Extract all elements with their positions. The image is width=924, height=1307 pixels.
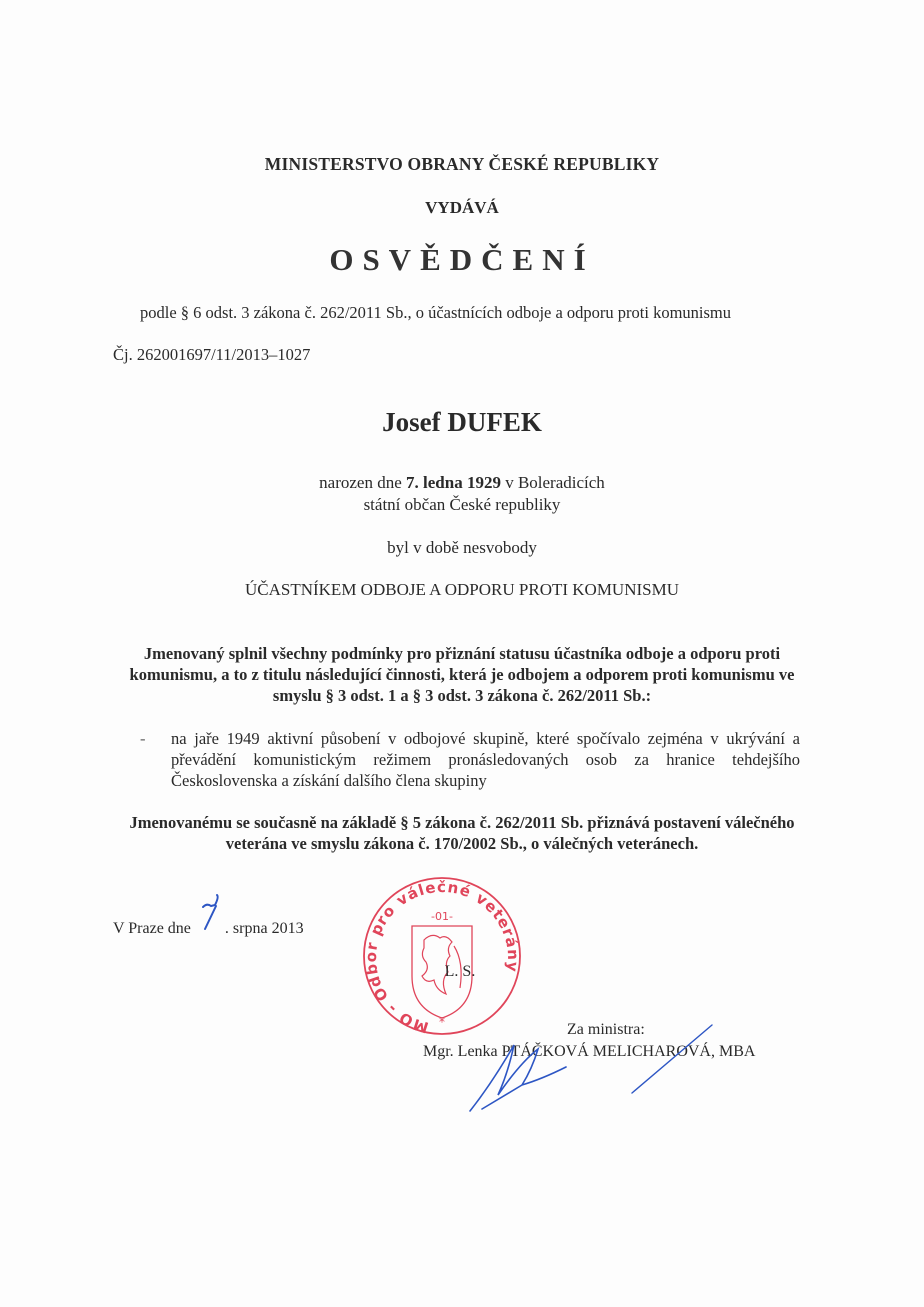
citizenship: státní občan České republiky [363, 495, 561, 514]
handwritten-day-mark [197, 893, 227, 933]
veteran-paragraph: Jmenovanému se současně na základě § 5 zákona č. 262/2011 Sb. přiznává postavení válečného veterána ve smyslu zákona č. 170/2002 Sb., o válečných veteránech. [129, 813, 795, 853]
birth-date: 7. ledna 1929 [406, 473, 501, 492]
place-date [113, 915, 304, 938]
signatory-name: Mgr. Lenka PTÁČKOVÁ MELICHAROVÁ, MBA [423, 1043, 756, 1060]
activity-item [140, 728, 800, 791]
was-during: byl v době nesvobody [387, 538, 537, 557]
official-stamp [360, 876, 525, 1036]
reference-number: Čj. 262001697/11/2013–1027 [113, 345, 311, 364]
dash-bullet: - [140, 729, 146, 748]
handwritten-signature [462, 1023, 722, 1118]
place-prefix: V Praze dne [113, 920, 191, 937]
activity-text: na jaře 1949 aktivní působení v odbojové skupině, které spočívalo zejména v ukrývání a převádění komunistickým režimem pronásledovaných osob za hranice tehdejšího Československa a získání dalšího člena skupiny [171, 729, 800, 790]
stamp-star: * [439, 1015, 445, 1029]
legal-basis: podle § 6 odst. 3 zákona č. 262/2011 Sb., o účastnících odboje a odporu proti komunismu [140, 303, 732, 322]
on-behalf-label: Za ministra: [567, 1021, 645, 1038]
conditions-paragraph: Jmenovaný splnil všechny podmínky pro přiznání statusu účastníka odboje a odporu proti komunismu, a to z titulu následující činnosti, která je odbojem a odporem proti komunismu ve smyslu § 3 odst. 1 a § 3 odst. 3 zákona č. 262/2011 Sb.: [129, 644, 795, 705]
stamp-number: -01- [431, 910, 453, 923]
birth-place: v Boleradicích [500, 473, 605, 492]
person-name: Josef DUFEK [382, 407, 542, 437]
handwritten-day [195, 915, 225, 933]
stamp-ring-text: MO - Odbor pro válečné veterány [361, 877, 523, 1036]
birth-info [0, 472, 924, 516]
date-suffix: . srpna 2013 [224, 920, 304, 937]
document-title: OSVĚDČENÍ [329, 242, 595, 277]
status-line: ÚČASTNÍKEM ODBOJE A ODPORU PROTI KOMUNISMU [244, 580, 679, 599]
issues-label: VYDÁVÁ [425, 198, 499, 217]
seal-mark: L. S. [444, 963, 476, 980]
birth-line [0, 472, 924, 494]
ministry-heading: MINISTERSTVO OBRANY ČESKÉ REPUBLIKY [264, 154, 660, 174]
born-prefix: narozen dne [319, 473, 407, 492]
